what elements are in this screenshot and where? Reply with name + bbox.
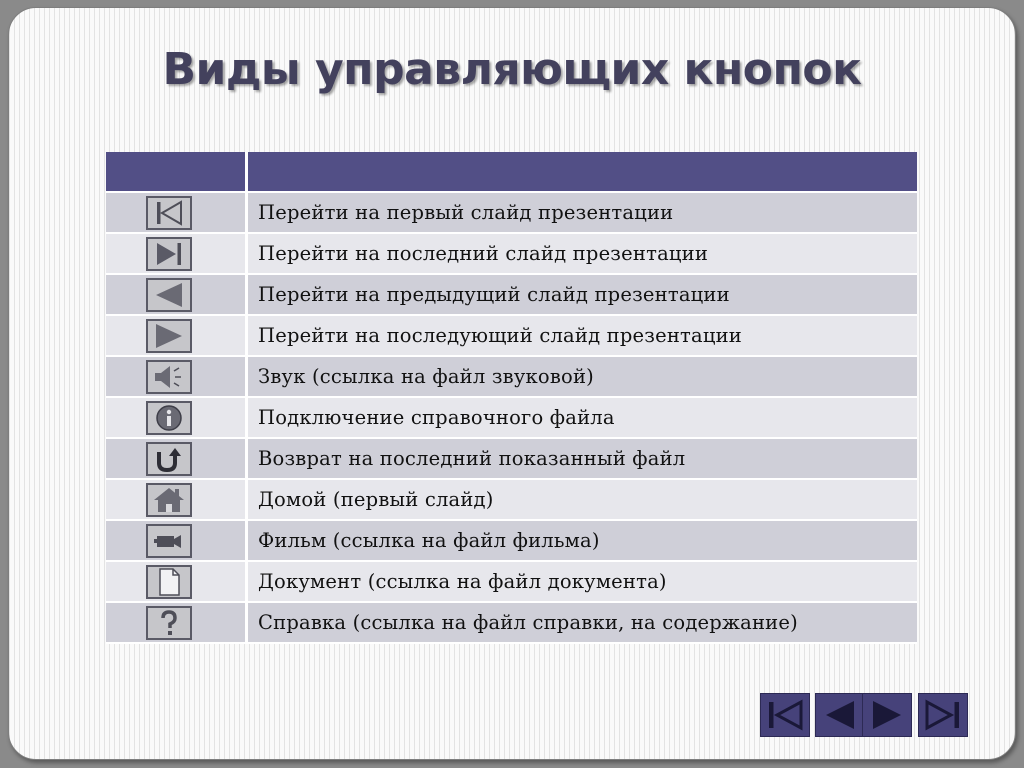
next-slide-icon: [863, 694, 911, 736]
nav-first-slide-button[interactable]: [760, 693, 810, 737]
last-slide-icon[interactable]: [146, 237, 192, 271]
help-icon[interactable]: [146, 606, 192, 640]
table-row: [106, 356, 917, 397]
row-text: Домой (первый слайд): [247, 479, 918, 520]
table-row: [106, 315, 917, 356]
nav-previous-slide-button[interactable]: [815, 693, 865, 737]
row-text: Справка (ссылка на файл справки, на содержание): [247, 602, 918, 643]
table-row: [106, 479, 917, 520]
table-row: [106, 397, 917, 438]
header-cell-description: [247, 152, 918, 192]
table-row: [106, 602, 917, 643]
row-text: Перейти на последний слайд презентации: [247, 233, 918, 274]
previous-slide-icon[interactable]: [146, 278, 192, 312]
next-slide-icon[interactable]: [146, 319, 192, 353]
sound-icon[interactable]: [146, 360, 192, 394]
row-text: Подключение справочного файла: [247, 397, 918, 438]
last-slide-icon: [919, 694, 967, 736]
document-icon[interactable]: [146, 565, 192, 599]
table-row: [106, 233, 917, 274]
table-header: [106, 152, 917, 192]
first-slide-icon: [761, 694, 809, 736]
return-icon[interactable]: [146, 442, 192, 476]
table-row: [106, 192, 917, 233]
info-icon[interactable]: [146, 401, 192, 435]
row-text: Документ (ссылка на файл документа): [247, 561, 918, 602]
row-text: Перейти на предыдущий слайд презентации: [247, 274, 918, 315]
table-row: [106, 520, 917, 561]
row-text: Перейти на последующий слайд презентации: [247, 315, 918, 356]
table-row: [106, 274, 917, 315]
buttons-table: [106, 152, 917, 644]
first-slide-icon[interactable]: [146, 196, 192, 230]
header-cell-icon: [106, 152, 247, 192]
page-title: Виды управляющих кнопок: [162, 44, 862, 95]
row-text: Звук (ссылка на файл звуковой): [247, 356, 918, 397]
home-icon[interactable]: [146, 483, 192, 517]
row-text: Возврат на последний показанный файл: [247, 438, 918, 479]
previous-slide-icon: [816, 694, 864, 736]
row-text: Фильм (ссылка на файл фильма): [247, 520, 918, 561]
table-row: [106, 561, 917, 602]
movie-icon[interactable]: [146, 524, 192, 558]
nav-next-slide-button[interactable]: [862, 693, 912, 737]
nav-last-slide-button[interactable]: [918, 693, 968, 737]
table-row: [106, 438, 917, 479]
row-text: Перейти на первый слайд презентации: [247, 192, 918, 233]
